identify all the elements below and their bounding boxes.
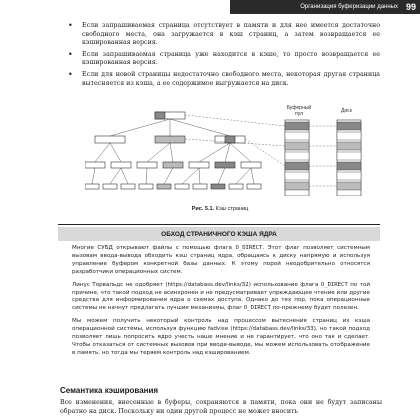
bullet-text: Если запрашиваемая страница уже находится в кэше, то просто возвращается ее кэшированная версия. [82,50,380,67]
bullet-list [60,22,380,91]
text-run: Многие СУБД открывают файлы с помощью флага [72,245,236,251]
sidebar-paragraph [72,245,370,277]
tree-node [95,136,125,143]
bullet-text: Если для новой страницы недостаточно свободного места, некоторая другая страница вытесняется из кэша, а ее содержимое выгружается на диск. [82,70,380,87]
sidebar-body [72,245,370,363]
sidebar-paragraph [72,282,370,314]
tree-node [85,162,105,168]
text-run: Линус Торвальдс не одобряет (https://databass.dev/links/32) использование флага [72,281,321,288]
buffer-pool-label: Буферный пул [286,105,312,117]
caption-number: Рис. 5.1. [191,206,215,212]
tree-node [155,136,185,143]
page-cache-diagram [85,105,367,196]
running-header [230,0,420,14]
tree-node [189,162,209,168]
sidebar-title: ОБХОД СТРАНИЧНОГО КЭША ЯДРА [58,227,380,241]
sidebar-paragraph: Мы можем получить некоторый контроль над процессом вытеснения страниц из кэша операционной системы, используя функцию fadvise (https://databass.dev/links/33), но такой подход позволяет лишь попросить ядро учесть наше мнение и не гарантирует, что оно так и сделает. Чтобы отказаться от системных вызовов при вводе-выводе, мы можем использовать отображение в память, но тогда мы теряем контроль над кэшированием. [72,318,370,356]
text-run: по-прежнему будет полезен. [270,305,359,312]
tree-node [137,162,157,168]
bullet-icon: • [68,49,73,59]
disk-label: Диск [341,108,352,114]
page-cache-figure [85,105,367,196]
tree-node [215,162,235,168]
figure-caption [60,206,380,212]
code-flag: O_DIRECT [320,281,348,288]
tree-node [111,162,131,168]
header-title: Организация буферизации данных [300,4,398,10]
list-item [60,51,380,68]
caption-text: Кэш страниц [215,206,249,212]
section-heading: Семантика кэширования [60,386,159,395]
text-run: . Этот флаг позволяет системным вызовам ввода-вывода обходить кэш страниц ядра, обращаясь к диску напрямую и используя управление буфером конкретной базы данных. К этому порой неодобрительно относятся разработчики операционных систем. [72,245,371,275]
body-paragraph: Все изменения, внесенные в буферы, сохраняются в памяти, пока они не будут записаны обратно на диск. Поскольку ни один другой процесс не может вносить [60,399,382,415]
code-flag: O_DIRECT [235,245,263,251]
bullet-icon: • [68,69,73,79]
tree-node [241,162,261,168]
text-run: по той причине, что такой подход не асинхронен и не предусматривает упреждающее чтение или другие средства для информирования ядра о схемах доступа. Однако до тех пор, пока операционные системы не начнут предлагать лучшие механизмы, флаг [72,281,370,312]
tree-node [163,162,183,168]
code-flag: O_DIRECT [243,305,271,312]
sidebar-box [58,224,380,359]
bullet-text: Если запрашиваемая страница отсутствует в памяти и для нее имеется достаточно свободного места, она загружается в кэш страниц, а затем возвращается ее кэшированная версия. [82,22,380,47]
list-item [60,71,380,88]
bullet-icon: • [68,21,73,30]
page-number: 99 [405,2,416,12]
list-item [60,22,380,48]
